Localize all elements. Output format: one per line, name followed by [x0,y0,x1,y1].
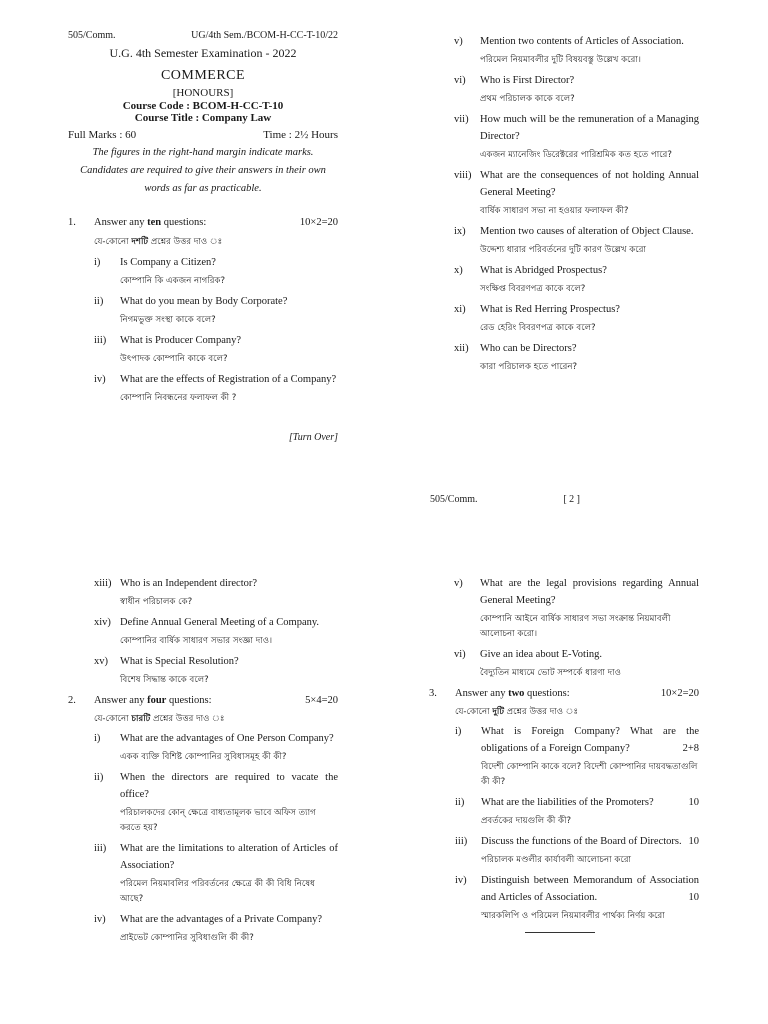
question-item-row [455,723,699,757]
item-bengali: বিশেষ সিদ্ধান্ত কাকে বলে? [120,675,209,685]
item-bengali: বৈদ্যুতিন মাধ্যমে ভোট সম্পর্কে ধারণা দাও [480,668,621,678]
question-item-row [94,614,338,631]
question-item [454,262,699,297]
item-text [481,872,699,906]
question-item-row [94,769,338,803]
item-number: ix) [454,226,466,237]
question-item-row [94,653,338,670]
item-number: iv) [94,374,106,385]
time-allowed: Time : 2½ Hours [263,129,338,141]
page-2 [454,33,699,379]
course-title: Course Title : Company Law [134,112,272,124]
question-1-bengali: যে-কোনো দশটি প্রশ্নের উত্তর দাও ঃ [94,237,223,247]
question-item-row [94,332,338,349]
question-item [454,575,699,642]
item-english: What is Producer Company? [120,335,242,346]
course-code: Course Code : BCOM-H-CC-T-10 [122,100,284,112]
item-text [481,723,699,757]
item-bengali: বিদেশী কোম্পানি কাকে বলে? বিদেশী কোম্পানির দায়বদ্ধতাগুলি কী কী? [481,762,698,787]
item-text [120,254,338,271]
question-item [94,730,338,765]
page-2-footer [430,494,580,505]
question-1-items [68,254,338,406]
question-item [94,293,338,328]
item-bengali: পরিমেল নিয়মাবলীর দুটি বিষয়বস্তু উল্লেখ করো। [480,55,641,65]
exam-title: U.G. 4th Semester Examination - 2022 [109,46,297,60]
question-item [94,769,338,836]
item-bengali: কোম্পানি কি একজন নাগরিক? [120,276,226,286]
item-text [480,301,699,318]
question-item-row [455,872,699,906]
item-bengali: কারা পরিচালক হতে পারেন? [480,362,578,372]
header-row [68,30,338,41]
item-text [481,833,699,850]
question-3-heading [429,685,699,702]
item-bengali: স্বাধীন পরিচালক কে? [120,597,193,607]
question-number: 1. [68,217,76,228]
item-text [120,293,338,310]
item-bengali: নিগমভুক্ত সংস্থা কাকে বলে? [120,315,216,325]
item-english: What is Abridged Prospectus? [480,265,607,276]
question-item [455,833,699,868]
item-english: What are the consequences of not holding Annual General Meeting? [480,170,699,198]
item-bengali: প্রাইভেট কোম্পানির সুবিধাগুলি কী কী? [120,933,254,943]
question-2-heading [68,692,338,709]
item-number: xii) [454,343,469,354]
item-english: How much will be the remuneration of a Managing Director? [480,114,699,142]
question-item-row [94,911,338,928]
item-text [480,111,699,145]
question-item [454,301,699,336]
item-english: What is Foreign Company? What are the obligations of a Foreign Company? [481,726,699,754]
full-marks: Full Marks : 60 [68,129,137,141]
page-1 [68,30,338,443]
item-number: xiv) [94,617,111,628]
item-number: iii) [455,836,468,847]
item-bengali: প্রবর্তকের দায়গুলি কী কী? [481,816,572,826]
item-number: viii) [454,170,472,181]
question-item [94,371,338,406]
item-number: iv) [455,875,467,886]
item-bengali: প্রথম পরিচালক কাকে বলে? [480,94,575,104]
item-text [481,794,699,811]
item-english: What are the liabilities of the Promoters? [481,797,654,808]
item-text [480,646,699,663]
question-item [454,33,699,68]
question-item-row [454,646,699,663]
item-marks: 10 [688,797,699,808]
question-item-row [94,371,338,388]
item-bengali: কোম্পানির বার্ষিক সাধারণ সভার সংজ্ঞা দাও। [120,636,273,646]
item-english: Give an idea about E-Voting. [480,649,602,660]
item-number: v) [454,36,463,47]
turn-over-note: [Turn Over] [288,432,338,443]
question-item [454,111,699,163]
item-text [480,167,699,201]
question-item [454,72,699,107]
item-english: What are the legal provisions regarding Annual General Meeting? [480,578,699,606]
question-2-bengali: যে-কোনো চারটি প্রশ্নের উত্তর দাও ঃ [94,714,225,724]
question-1 [68,214,338,406]
item-number: iii) [94,335,107,346]
item-bengali: বার্ষিক সাধারণ সভা না হওয়ার ফলাফল কী? [480,206,629,216]
item-marks: 10 [688,836,699,847]
question-item [94,840,338,907]
question-1-items-final [68,575,338,688]
item-english: Distinguish between Memorandum of Association and Articles of Association. [481,875,699,903]
question-item-row [454,340,699,357]
question-item [455,872,699,924]
question-3-bengali: যে-কোনো দুটি প্রশ্নের উত্তর দাও ঃ [455,707,579,717]
item-number: i) [94,257,101,268]
item-bengali: একজন ম্যানেজিং ডিরেক্টরের পারিশ্রমিক কত হতে পারে? [480,150,672,160]
item-english: Who is an Independent director? [120,578,258,589]
instructions: The figures in the right-hand margin indicate marks. Candidates are required to give their answers in their own words as far as practicable. [80,147,326,194]
question-2-items-continued [429,575,699,681]
question-3-text: Answer any two questions: 10×2=20 [455,685,699,702]
semester-code: UG/4th Sem./BCOM-H-CC-T-10/22 [191,30,338,41]
item-number: xi) [454,304,466,315]
item-number: vi) [454,75,466,86]
item-text [120,769,338,803]
question-item-row [455,833,699,850]
item-number: i) [94,733,101,744]
question-1-heading [68,214,338,231]
item-text [480,72,699,89]
question-1-text: Answer any ten questions: 10×2=20 [94,214,338,231]
question-item [94,614,338,649]
item-text [480,223,699,240]
question-2-items [68,730,338,946]
question-3 [429,685,699,924]
item-bengali: সংক্ষিপ্ত বিবরণপত্র কাকে বলে? [480,284,586,294]
question-item-row [94,575,338,592]
question-1-items-continued [454,33,699,375]
item-marks: 10 [688,892,699,903]
item-bengali: উদ্দেশ্য ধারার পরিবর্তনের দুটি কারণ উল্লেখ করো [480,245,646,255]
item-number: vii) [454,114,469,125]
item-bengali: একক ব্যক্তি বিশিষ্ট কোম্পানির সুবিধাসমূহ কী কী? [120,752,287,762]
question-item-row [454,223,699,240]
item-english: Who can be Directors? [480,343,577,354]
item-bengali: রেড হেরিং বিবরণপত্র কাকে বলে? [480,323,596,333]
footer-code: 505/Comm. [430,494,478,505]
question-2-text: Answer any four questions: 5×4=20 [94,692,338,709]
question-item [94,254,338,289]
item-text [120,332,338,349]
item-text [480,340,699,357]
question-item-row [94,254,338,271]
item-text [120,575,338,592]
question-2 [68,692,338,946]
item-bengali: পরিমেল নিয়মাবলির পরিবর্তনের ক্ষেত্রে কী কী বিধি নিষেধ আছে? [120,879,315,904]
question-item [94,653,338,688]
item-text [120,371,338,388]
question-item [454,223,699,258]
item-english: Mention two contents of Articles of Association. [480,36,684,47]
item-english: What are the advantages of a Private Company? [120,914,323,925]
question-item-row [454,33,699,50]
question-1-marks: 10×2=20 [299,217,338,228]
page-3 [68,575,338,950]
item-number: ii) [94,296,104,307]
subject-title: COMMERCE [160,68,246,83]
item-english: Discuss the functions of the Board of Directors. [481,836,682,847]
item-bengali: কোম্পানি নিবন্ধনের ফলাফল কী ? [120,393,237,403]
question-number: 3. [429,688,437,699]
item-text [480,262,699,279]
question-item [455,794,699,829]
item-english: What is Red Herring Prospectus? [480,304,620,315]
item-text [120,614,338,631]
question-item-row [94,293,338,310]
item-english: What are the advantages of One Person Company? [120,733,334,744]
item-marks: 2+8 [682,743,699,754]
item-number: ii) [94,772,104,783]
question-item [455,723,699,790]
question-item-row [455,794,699,811]
item-number: iii) [94,843,107,854]
question-item [454,167,699,219]
item-text [120,840,338,874]
item-english: Define Annual General Meeting of a Company. [120,617,320,628]
item-bengali: কোম্পানি আইনে বার্ষিক সাধারণ সভা সংক্রান্ত নিয়মাবলী আলোচনা করো। [480,614,671,639]
item-text [120,730,338,747]
item-bengali: স্মারকলিপি ও পরিমেল নিয়মাবলীর পার্থক্য নির্ণয় করো [481,911,665,921]
question-2-marks: 5×4=20 [305,695,338,706]
item-text [480,575,699,609]
item-english: Mention two causes of alteration of Object Clause. [480,226,694,237]
item-number: x) [454,265,463,276]
question-item-row [454,111,699,145]
item-text [120,911,338,928]
question-item-row [454,262,699,279]
question-item [454,340,699,375]
question-item-row [454,575,699,609]
question-item-row [454,167,699,201]
item-english: What are the limitations to alteration of Articles of Association? [120,843,338,871]
question-item-row [454,301,699,318]
item-english: Who is First Director? [480,75,575,86]
item-bengali: উৎপাদক কোম্পানি কাকে বলে? [120,354,228,364]
item-english: What is Special Resolution? [120,656,239,667]
honours-label: [HONOURS] [172,87,234,99]
item-english: Is Company a Citizen? [120,257,216,268]
page-number: [ 2 ] [563,494,580,505]
question-item [94,332,338,367]
item-text [120,653,338,670]
item-number: iv) [94,914,106,925]
question-item [454,646,699,681]
end-divider [525,932,595,933]
item-number: xv) [94,656,108,667]
item-bengali: পরিচালকদের কোন্‌ ক্ষেত্রে বাধ্যতামূলক ভাবে অফিস ত্যাগ করতে হয়? [120,808,316,833]
question-item-row [454,72,699,89]
question-item-row [94,730,338,747]
question-3-marks: 10×2=20 [660,688,699,699]
item-english: When the directors are required to vacate the office? [120,772,338,800]
item-english: What do you mean by Body Corporate? [120,296,288,307]
item-text [480,33,699,50]
item-english: What are the effects of Registration of a Company? [120,374,337,385]
question-item [94,911,338,946]
item-number: xiii) [94,578,112,589]
marks-time-row [68,129,338,141]
item-number: i) [455,726,462,737]
item-number: ii) [455,797,465,808]
item-number: vi) [454,649,466,660]
paper-code: 505/Comm. [68,30,116,41]
item-number: v) [454,578,463,589]
question-item [94,575,338,610]
item-bengali: পরিচালক মণ্ডলীর কার্যাবলী আলোচনা করো [481,855,632,865]
question-number: 2. [68,695,76,706]
page-4 [429,575,699,933]
question-item-row [94,840,338,874]
question-3-items [429,723,699,924]
